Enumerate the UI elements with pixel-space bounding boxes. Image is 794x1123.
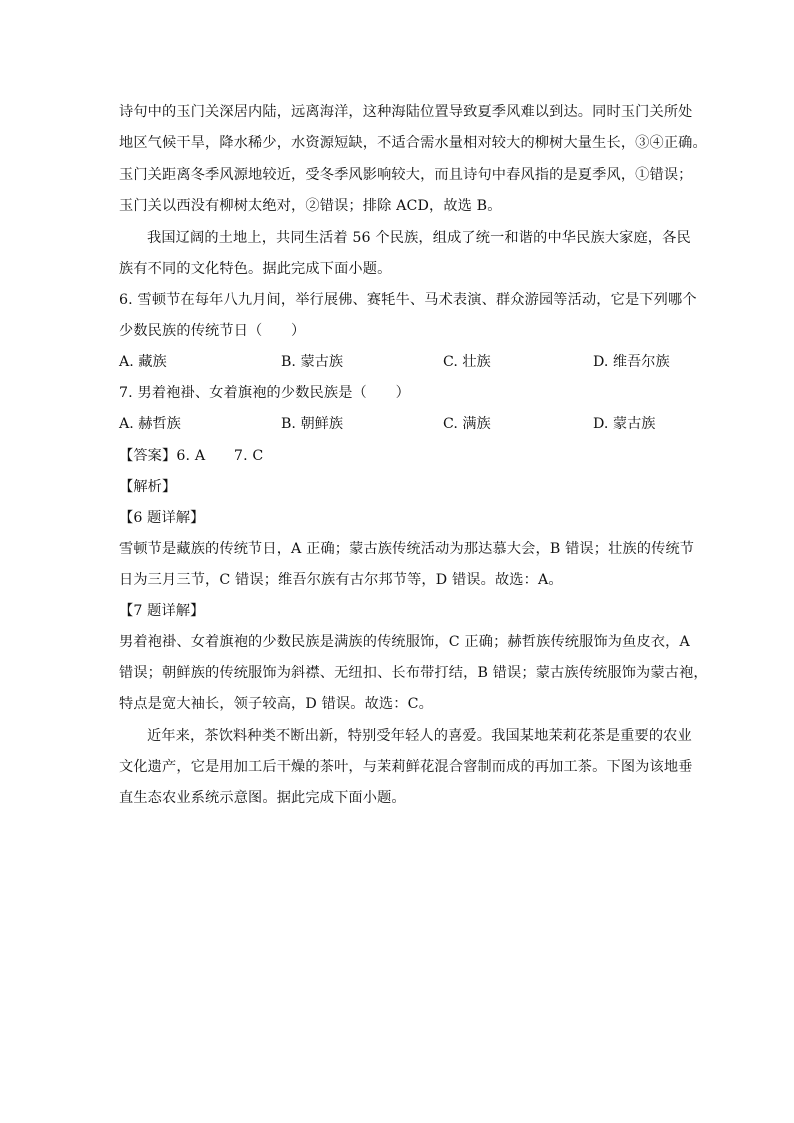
analysis-heading: 【解析】 <box>119 479 177 495</box>
q7-option-a: A. 赫哲族 <box>119 416 181 432</box>
intro2-line: 文化遗产，它是用加工后干燥的茶叶，与茉莉鲜花混合窨制而成的再加工茶。下图为该地垂 <box>119 759 693 775</box>
intro-line: 我国辽阔的土地上，共同生活着 56 个民族，组成了统一和谐的中华民族大家庭，各民 <box>147 230 691 246</box>
analysis-line: 玉门关以西没有柳树太绝对，②错误；排除 ACD，故选 B。 <box>119 198 502 214</box>
q6-option-b: B. 蒙古族 <box>281 354 344 370</box>
question-6-stem: 6. 雪顿节在每年八九月间，举行展佛、赛牦牛、马术表演、群众游园等活动，它是下列哪个 <box>119 292 697 308</box>
intro-line: 族有不同的文化特色。据此完成下面小题。 <box>119 261 392 277</box>
q7-option-b: B. 朝鲜族 <box>281 416 344 432</box>
intro2-line: 直生态农业系统示意图。据此完成下面小题。 <box>119 790 406 806</box>
detail-7-heading: 【7 题详解】 <box>119 603 205 619</box>
question-6-stem: 少数民族的传统节日（ ） <box>119 323 306 339</box>
detail-6-line: 雪顿节是藏族的传统节日，A 正确；蒙古族传统活动为那达慕大会，B 错误；壮族的传统节 <box>119 541 695 557</box>
analysis-line: 地区气候干旱，降水稀少，水资源短缺，不适合需水量相对较大的柳树大量生长，③④正确。 <box>119 135 707 151</box>
answer-line: 【答案】6. A 7. C <box>119 448 264 464</box>
detail-6-line: 日为三月三节，C 错误；维吾尔族有古尔邦节等，D 错误。故选：A。 <box>119 572 563 588</box>
q6-option-c: C. 壮族 <box>443 354 491 370</box>
detail-7-line: 错误；朝鲜族的传统服饰为斜襟、无纽扣、长布带打结，B 错误；蒙古族传统服饰为蒙古袍， <box>119 665 708 681</box>
analysis-line: 诗句中的玉门关深居内陆，远离海洋，这种海陆位置导致夏季风难以到达。同时玉门关所处 <box>119 104 693 120</box>
detail-7-line: 特点是宽大袖长，领子较高，D 错误。故选：C。 <box>119 696 433 712</box>
question-7-stem: 7. 男着袍褂、女着旗袍的少数民族是（ ） <box>119 385 410 401</box>
analysis-line: 玉门关距离冬季风源地较近，受冬季风影响较大，而且诗句中春风指的是夏季风，①错误； <box>119 167 693 183</box>
detail-6-heading: 【6 题详解】 <box>119 510 205 526</box>
q6-option-a: A. 藏族 <box>119 354 167 370</box>
intro2-line: 近年来，茶饮料种类不断出新，特别受年轻人的喜爱。我国某地茉莉花茶是重要的农业 <box>147 728 692 744</box>
q7-option-c: C. 满族 <box>443 416 491 432</box>
q7-option-d: D. 蒙古族 <box>593 416 656 432</box>
q6-option-d: D. 维吾尔族 <box>593 354 670 370</box>
detail-7-line: 男着袍褂、女着旗袍的少数民族是满族的传统服饰，C 正确；赫哲族传统服饰为鱼皮衣，A <box>119 634 690 650</box>
